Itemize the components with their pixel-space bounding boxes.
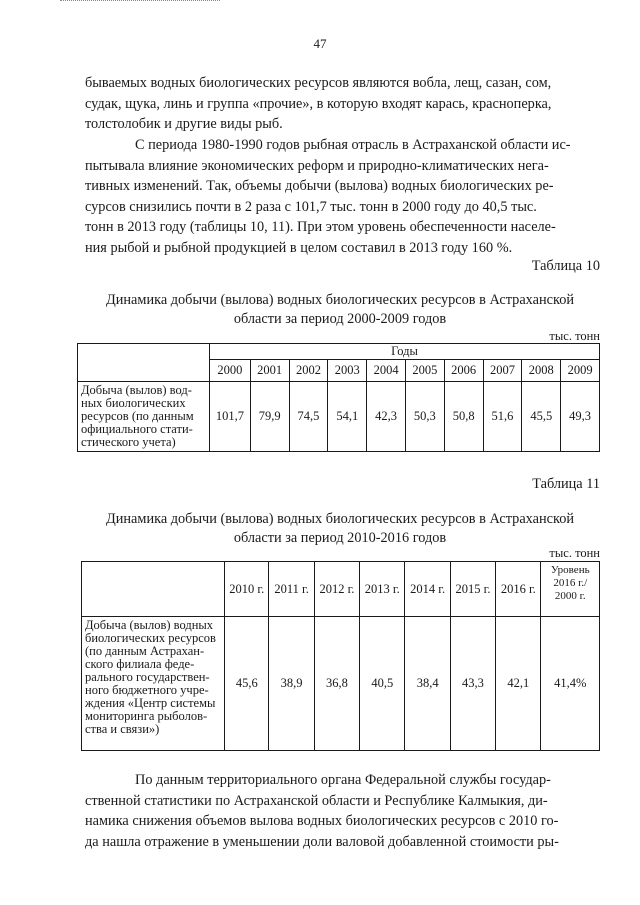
table-11-year-header: 2013 г. [360,562,405,617]
table-10-year-header: 2008 [522,360,561,382]
text-line: сурсов снизились почти в 2 раза с 101,7 тыс. тонн в 2000 году до 40,5 тыс. [85,198,537,215]
table-10-row-label-line: ресурсов (по данным [81,409,194,423]
table-11-value-cell: 38,9 [269,617,314,751]
table-10-row-label-line: стического учета) [81,435,176,449]
table-10-value-cell: 50,8 [444,382,483,452]
table-10-row-label-line: ных биологических [81,396,186,410]
paragraph-fishery-history [85,135,600,259]
table-11-value-cell: 38,4 [405,617,450,751]
table-10-value-cell: 101,7 [209,382,250,452]
table-10-value-cell: 45,5 [522,382,561,452]
paragraph-fish-species [85,73,600,135]
text-line: толстолобик и другие виды рыб. [85,116,283,133]
table-10-value-cell: 79,9 [250,382,289,452]
table-11-year-header: 2012 г. [314,562,359,617]
table-11 [81,561,600,751]
text-line: да нашла отражение в уменьшении доли валовой добавленной стоимости ры- [85,833,559,850]
table-10-year-header: 2009 [561,360,600,382]
table-11-value-cell: 43,3 [450,617,495,751]
table-11-level-header [541,562,600,617]
table-10-year-header: 2006 [444,360,483,382]
table-11-title [70,510,610,548]
text-line: По данным территориального органа Федеральной службы государ- [135,772,551,788]
text-line: ственной статистики по Астраханской области и Республике Калмыкия, ди- [85,792,548,809]
table-11-unit: тыс. тонн [549,546,600,560]
table-10-caption: Таблица 10 [531,258,600,274]
paragraph-statistics [85,770,600,852]
table-10-year-header: 2005 [405,360,444,382]
table-11-title-line: Динамика добычи (вылова) водных биологических ресурсов в Астраханской [106,511,574,527]
table-11-row-label-line: ства и связи») [85,722,160,736]
text-line: бываемых водных биологических ресурсов являются вобла, лещ, сазан, сом, [85,75,552,91]
table-10-year-header: 2004 [367,360,406,382]
text-line: тивных изменений. Так, объемы добычи (вылова) водных биологических ре- [85,178,554,195]
table-11-row-label-line: мониторинга рыболов- [85,709,208,723]
table-11-value-cell: 42,1 [496,617,541,751]
table-10-value-cell: 49,3 [561,382,600,452]
table-11-year-header: 2015 г. [450,562,495,617]
table-11-row-label-line: ского филиала феде- [85,657,195,671]
table-10-corner-cell [78,344,210,382]
text-line: ния рыбой и рыбной продукцией в целом составил в 2013 году 160 %. [85,239,513,256]
table-11-value-cell: 36,8 [314,617,359,751]
table-11-year-header: 2016 г. [496,562,541,617]
table-10-row-label-line: Добыча (вылов) вод- [81,383,192,397]
text-line: намика снижения объемов вылова водных биологических ресурсов с 2010 го- [85,813,559,830]
table-11-year-header: 2014 г. [405,562,450,617]
table-10-value-cell: 51,6 [483,382,522,452]
table-11-caption: Таблица 11 [532,476,600,492]
text-line: судак, щука, линь и группа «прочие», в которую входят карась, красноперка, [85,95,552,112]
table-10-row-label-line: официального стати- [81,422,193,436]
table-11-title-line: области за период 2010-2016 годов [233,530,447,546]
table-10-value-cell: 50,3 [405,382,444,452]
table-10-year-header: 2007 [483,360,522,382]
table-10-value-cell: 74,5 [289,382,328,452]
table-11-year-header: 2011 г. [269,562,314,617]
text-line: тонн в 2013 году (таблицы 10, 11). При этом уровень обеспеченности населе- [85,219,556,236]
table-11-corner-cell [82,562,225,617]
table-11-row-label-line: ждения «Центр системы [85,696,216,710]
table-11-level-header-line: 2016 г./ [553,577,588,589]
table-10-year-header: 2000 [209,360,250,382]
table-10-year-header: 2003 [328,360,367,382]
table-11-level-value: 41,4% [541,617,600,751]
table-10-year-header: 2002 [289,360,328,382]
page-number: 47 [313,36,327,51]
table-11-value-cell: 45,6 [225,617,269,751]
table-10-group-header: Годы [209,344,599,360]
table-11-row-label-line: биологических ресурсов [85,631,216,645]
text-line: пытывала влияние экономических реформ и природно-климатических нега- [85,157,549,174]
table-10-unit: тыс. тонн [549,329,600,343]
table-11-year-header: 2010 г. [225,562,269,617]
table-11-level-header-line: 2000 г. [554,590,586,602]
table-11-row-label-line: ного бюджетного учре- [85,683,209,697]
table-10-title [70,291,610,329]
table-11-value-cell: 40,5 [360,617,405,751]
table-10-year-header: 2001 [250,360,289,382]
table-11-row-label-line: (по данным Астрахан- [85,644,205,658]
text-line: С периода 1980-1990 годов рыбная отрасль в Астраханской области ис- [135,137,571,153]
table-10-title-line: Динамика добычи (вылова) водных биологических ресурсов в Астраханской [106,292,574,308]
table-10-value-cell: 54,1 [328,382,367,452]
table-10-row-label [78,382,210,452]
table-11-row-label-line: рального государствен- [85,670,210,684]
table-11-row-label-line: Добыча (вылов) водных [85,618,214,632]
table-11-row-label [82,617,225,751]
page-top-edge-marks [60,0,220,7]
table-10-value-cell: 42,3 [367,382,406,452]
table-11-level-header-line: Уровень [550,564,590,576]
table-10 [77,343,600,452]
table-10-title-line: области за период 2000-2009 годов [233,311,447,327]
